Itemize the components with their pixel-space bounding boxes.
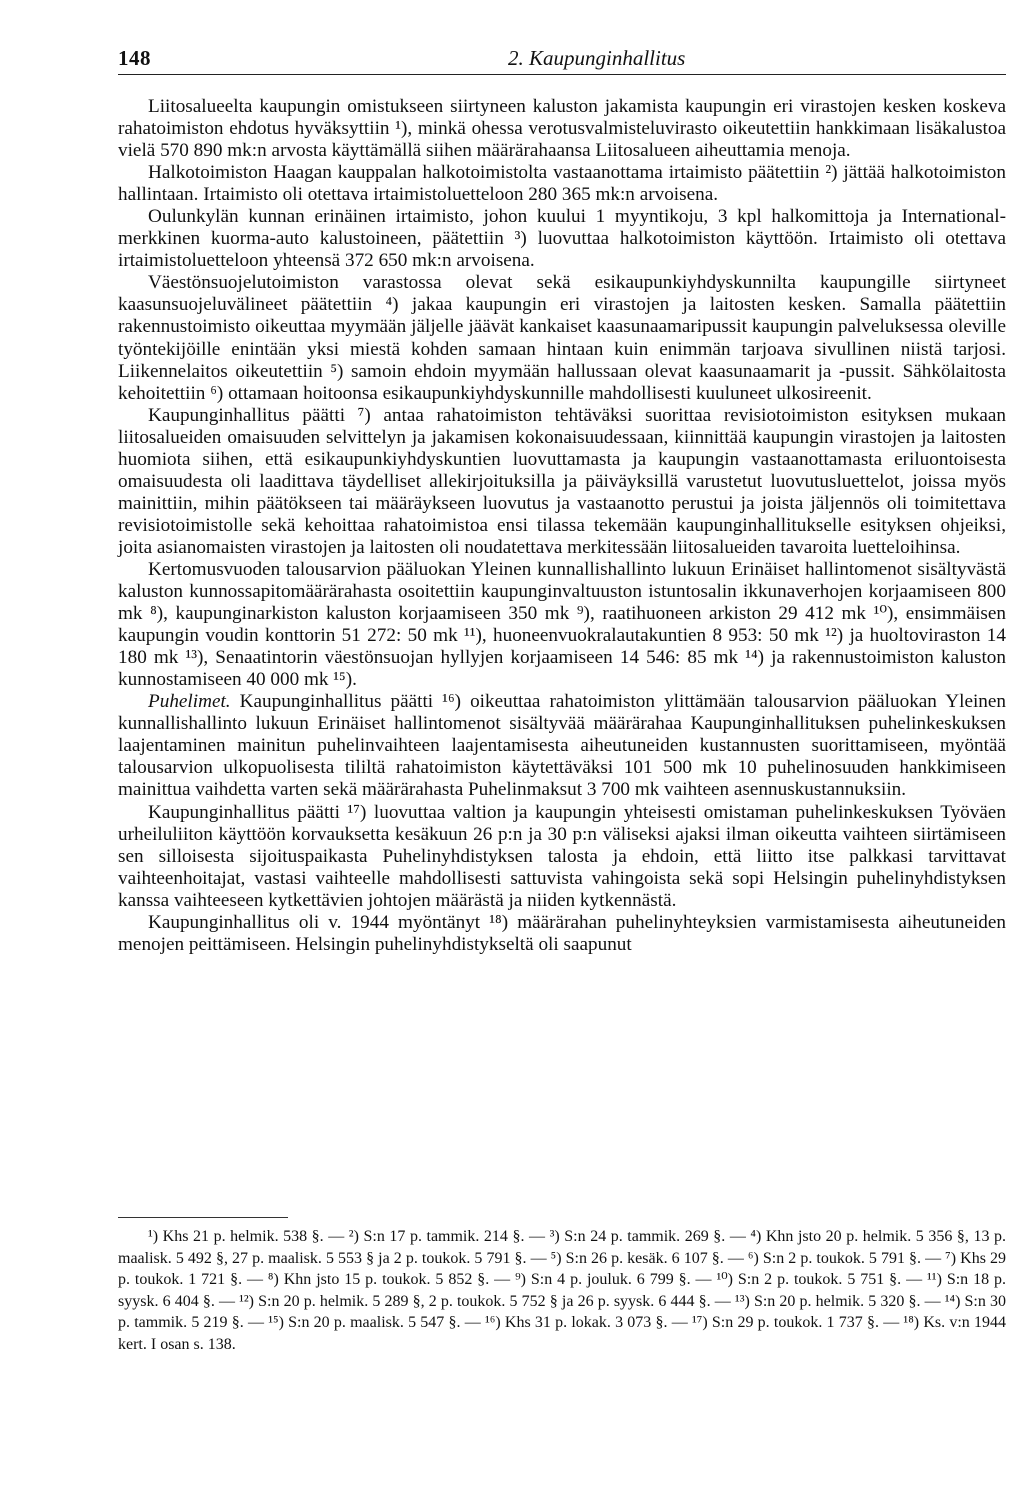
paragraph: Liitosalueelta kaupungin omistukseen siirtyneen kaluston jakamista kaupungin eri virastojen kesken koskeva rahatoimiston ehdotus hyväksyttiin ¹), minkä ohessa verotusvalmisteluvirasto oikeutettiin hankkimaan lisäkalustoa vielä 570 890 mk:n arvosta käyttämällä siihen määrärahaansa Liitosalueen aiheuttamia menoja.: [118, 96, 1006, 162]
paragraph: Puhelimet. Kaupunginhallitus päätti ¹⁶) oikeuttaa rahatoimiston ylittämään talousarvion pääluokan Yleinen kunnallishallinto lukuun Erinäiset hallintomenot sisältyvää määrärahaa Kaupunginhallituksen puhelinkeskuksen laajentaminen mainitun puhelinvaihteen laajentamisesta aiheutuneiden kustannusten suorittamiseen, myöntää talousarvion ulkopuolisesta tililtä rahatoimiston käytettäväksi 101 500 mk 10 puhelinosuuden hankkimiseen mainittua vaihdetta varten sekä määrärahasta Puhelinmaksut 3 700 mk vaihteen asennuskustannuksiin.: [118, 691, 1006, 801]
page-header: [118, 38, 1006, 75]
paragraph: Kaupunginhallitus oli v. 1944 myöntänyt ¹⁸) määrärahan puhelinyhteyksien varmistamisesta aiheutuneiden menojen peittämiseen. Helsingin puhelinyhdistykseltä oli saapunut: [118, 911, 1006, 955]
paragraph: Kaupunginhallitus päätti ⁷) antaa rahatoimiston tehtäväksi suorittaa revisiotoimiston esityksen mukaan liitosalueiden omaisuuden selvittelyn ja jakamisen kokonaisuudessaan, kiinnittää kaupungin virastojen ja laitosten huomiota siihen, että esikaupunkiyhdyskuntien luovuttamasta ja kaupungin vastaanottamasta eriluontoisesta omaisuudesta oli laadittava täydelliset allekirjoituksilla ja päiväyksillä varustetut luovutusluettelot, joissa myös mainittiin, mihin päätökseen tai määräykseen luovutus ja vastaanotto perustui ja joista jäljennös oli toimitettava revisiotoimistolle sekä kehoittaa rahatoimistoa ensi tilassa tekemään kaupunginhallitukselle esityksen ohjeiksi, joita asianomaisten virastojen ja laitosten oli noudatettava merkitessään liitosalueiden tavaroita luetteloihinsa.: [118, 404, 1006, 558]
paragraph: Kertomusvuoden talousarvion pääluokan Yleinen kunnallishallinto lukuun Erinäiset hallintomenot sisältyvästä kaluston kunnossapitomäärärahasta osoitettiin kaupunginvaltuuston istuntosalin ikkunaverhojen korjaamiseen 800 mk ⁸), kaupunginarkiston kaluston korjaamiseen 350 mk ⁹), raatihuoneen arkiston 29 412 mk ¹⁰), ensimmäisen kaupungin voudin konttorin 51 272: 50 mk ¹¹), huoneenvuokralautakuntien 8 953: 50 mk ¹²) ja huoltoviraston 14 180 mk ¹³), Senaatintorin väestönsuojan hyllyjen korjaamiseen 14 546: 85 mk ¹⁴) ja rakennustoimiston kaluston kunnostamiseen 40 000 mk ¹⁵).: [118, 558, 1006, 691]
paragraph: Halkotoimiston Haagan kauppalan halkotoimistolta vastaanottama irtaimisto päätettiin ²) jättää halkotoimiston hallintaan. Irtaimisto oli otettava irtaimistoluetteloon 280 365 mk:n arvoisena.: [118, 162, 1006, 206]
section-lead: Puhelimet.: [148, 691, 231, 713]
paragraph: Väestönsuojelutoimiston varastossa olevat sekä esikaupunkiyhdyskunnilta kaupungille siirtyneet kaasunsuojeluvälineet päätettiin ⁴) jakaa kaupungin eri virastojen ja laitosten kesken. Samalla päätettiin rakennustoimisto oikeuttaa myymään jäljelle jäävät kankaiset kaasunaamaripussit kaupungin palveluksessa oleville työntekijöille enintään yksi miestä kohden samaan hintaan kuin enimmän tarjoava sivullinen niistä tarjosi. Liikennelaitos oikeutettiin ⁵) samoin ehdoin myymään hallussaan olevat kaasunaamarit ja -pussit. Sähkölaitosta kehoitettiin ⁶) ottamaan hoitoonsa esikaupunkiyhdyskunnille mahdollisesti kuuluneet ulkosireenit.: [118, 272, 1006, 404]
footnotes: [118, 1226, 1006, 1355]
body-text: [118, 96, 1006, 956]
footnote-divider: [118, 1217, 288, 1218]
running-title: 2. Kaupunginhallitus: [508, 46, 686, 70]
paragraph: Kaupunginhallitus päätti ¹⁷) luovuttaa valtion ja kaupungin yhteisesti omistaman puhelinkeskuksen Työväen urheiluliiton käyttöön korvauksetta kesäkuun 26 p:n ja 30 p:n väliseksi ajaksi ilman oikeutta vaihteen siirtämiseen sen silloisesta sijoituspaikasta Puhelinyhdistyksen talosta ja ehdoin, että liitto itse palkkasi tarvittavat vaihteenhoitajat, vastasi vaihteelle mahdollisesti sattuvista vahingoista sekä sopi Helsingin puhelinyhdistyksen kanssa vaihteeseen kytkettävien johtojen määrästä ja niiden kytkennästä.: [118, 801, 1006, 911]
footnote-text: ¹) Khs 21 p. helmik. 538 §. — ²) S:n 17 p. tammik. 214 §. — ³) S:n 24 p. tammik. 269 §. — ⁴) Khn jsto 20 p. helmik. 5 356 §, 13 p. maalisk. 5 492 §, 27 p. maalisk. 5 553 § ja 2 p. toukok. 5 791 §. — ⁵) S:n 26 p. kesäk. 6 107 §. — ⁶) S:n 2 p. toukok. 5 791 §. — ⁷) Khs 29 p. toukok. 1 721 §. — ⁸) Khn jsto 15 p. toukok. 5 852 §. — ⁹) S:n 4 p. jouluk. 6 799 §. — ¹⁰) S:n 2 p. toukok. 5 751 §. — ¹¹) S:n 18 p. syysk. 6 404 §. — ¹²) S:n 20 p. helmik. 5 289 §, 2 p. toukok. 5 752 § ja 26 p. syysk. 6 444 §. — ¹³) S:n 20 p. helmik. 5 320 §. — ¹⁴) S:n 30 p. tammik. 5 219 §. — ¹⁵) S:n 20 p. maalisk. 5 547 §. — ¹⁶) Khs 31 p. lokak. 3 073 §. — ¹⁷) S:n 29 p. toukok. 1 737 §. — ¹⁸) Ks. v:n 1944 kert. I osan s. 138.: [118, 1228, 1006, 1353]
paragraph: Oulunkylän kunnan erinäinen irtaimisto, johon kuului 1 myyntikoju, 3 kpl halkomittoja ja International-merkkinen kuorma-auto kalustoineen, päätettiin ³) luovuttaa halkotoimiston käyttöön. Irtaimisto oli otettava irtaimistoluetteloon yhteensä 372 650 mk:n arvoisena.: [118, 206, 1006, 272]
page-number: 148: [118, 46, 151, 70]
